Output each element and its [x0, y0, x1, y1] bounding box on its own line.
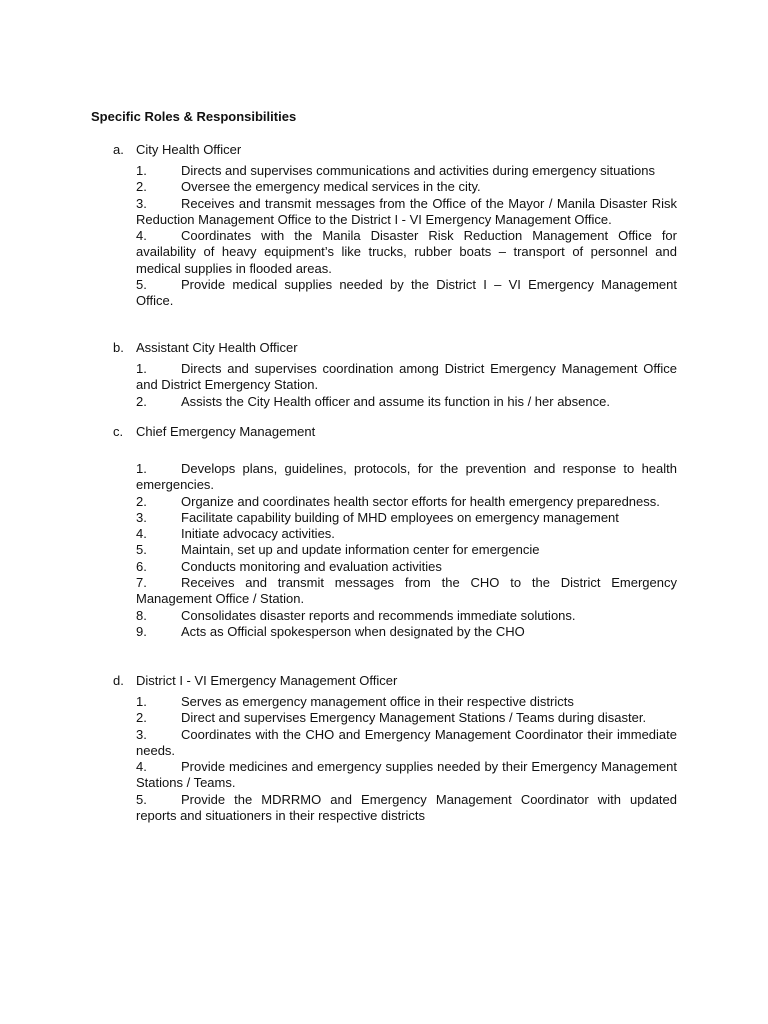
item-number: 9. [136, 623, 147, 639]
list-item [136, 710, 677, 726]
item-text: Consolidates disaster reports and recommends immediate solutions. [181, 607, 576, 623]
list-item [136, 510, 677, 526]
list-item [136, 792, 677, 825]
section-title: Assistant City Health Officer [136, 340, 298, 355]
item-number: 4. [136, 228, 147, 244]
section-letter: a. [113, 142, 124, 157]
item-number: 2. [136, 493, 147, 509]
section-letter: b. [113, 340, 124, 355]
section-d [0, 673, 768, 824]
item-number: 5. [136, 542, 147, 558]
item-text: Coordinates with the Manila Disaster Risk Reduction Management Office for availability of heavy equipment’s like trucks, rubber boats – transport of personnel and medical supplies in flooded areas. [136, 228, 677, 276]
section-c [0, 424, 768, 640]
item-text: Directs and supervises coordination among District Emergency Management Office and District Emergency Station. [136, 361, 677, 393]
item-text: Directs and supervises communications and activities during emergency situations [181, 163, 655, 178]
item-number: 7. [136, 575, 147, 591]
list-item [136, 361, 677, 394]
item-number: 4. [136, 526, 147, 542]
section-items [136, 461, 677, 640]
list-item [136, 526, 677, 542]
item-number: 3. [136, 195, 147, 211]
item-text: Facilitate capability building of MHD employees on emergency management [181, 509, 619, 525]
item-text: Provide medical supplies needed by the District I – VI Emergency Management Office. [136, 277, 677, 309]
item-text: Maintain, set up and update information center for emergencie [181, 542, 540, 558]
list-item [136, 559, 677, 575]
list-item [136, 394, 677, 410]
item-number: 1. [136, 694, 147, 709]
section-heading [0, 340, 768, 356]
document-title: Specific Roles & Responsibilities [91, 109, 297, 124]
item-text: Organize and coordinates health sector efforts for health emergency preparedness. [181, 493, 660, 509]
list-item [136, 759, 677, 792]
list-item [136, 727, 677, 760]
item-text: Conducts monitoring and evaluation activities [181, 558, 442, 574]
section-heading [0, 673, 768, 689]
list-item [136, 228, 677, 277]
list-item [136, 179, 677, 195]
item-number: 5. [136, 277, 147, 293]
item-text: Develops plans, guidelines, protocols, for the prevention and response to health emergencies. [136, 461, 677, 493]
section-items [136, 361, 677, 410]
item-number: 2. [136, 393, 147, 409]
list-item [136, 494, 677, 510]
item-text: Oversee the emergency medical services in the city. [181, 179, 481, 195]
section-a [0, 142, 768, 310]
section-title: City Health Officer [136, 142, 242, 157]
list-item [136, 624, 677, 640]
section-title: Chief Emergency Management [136, 424, 316, 439]
section-heading [0, 142, 768, 158]
list-item [136, 575, 677, 608]
section-title: District I - VI Emergency Management Officer [136, 673, 398, 688]
item-number: 2. [136, 179, 147, 195]
item-text: Receives and transmit messages from the CHO to the District Emergency Management Office / Station. [136, 575, 677, 607]
item-number: 1. [136, 163, 147, 178]
item-number: 6. [136, 558, 147, 574]
item-text: Acts as Official spokesperson when designated by the CHO [181, 623, 525, 639]
section-items [136, 163, 677, 310]
item-number: 2. [136, 710, 147, 726]
item-text: Provide medicines and emergency supplies needed by their Emergency Management Stations / Teams. [136, 759, 677, 791]
section-heading [0, 424, 768, 440]
item-number: 4. [136, 759, 147, 775]
item-number: 8. [136, 607, 147, 623]
section-b [0, 340, 768, 410]
list-item [136, 277, 677, 310]
section-letter: d. [113, 673, 124, 688]
section-items [136, 694, 677, 824]
section-letter: c. [113, 424, 124, 439]
item-number: 1. [136, 461, 147, 476]
item-number: 3. [136, 509, 147, 525]
list-item [136, 461, 677, 494]
item-text: Provide the MDRRMO and Emergency Management Coordinator with updated reports and situationers in their respective districts [136, 791, 677, 824]
item-text: Initiate advocacy activities. [181, 526, 335, 542]
list-item [136, 542, 677, 558]
list-item [136, 196, 677, 229]
item-text: Receives and transmit messages from the Office of the Mayor / Manila Disaster Risk Reduction Management Office to the District I - VI Emergency Management Office. [136, 195, 677, 227]
list-item [136, 608, 677, 624]
list-item [136, 163, 677, 179]
item-number: 3. [136, 726, 147, 742]
item-number: 1. [136, 361, 147, 376]
list-item [136, 694, 677, 710]
item-number: 5. [136, 791, 147, 807]
item-text: Serves as emergency management office in their respective districts [181, 694, 574, 709]
item-text: Assists the City Health officer and assume its function in his / her absence. [181, 393, 610, 409]
item-text: Direct and supervises Emergency Management Stations / Teams during disaster. [181, 710, 647, 726]
item-text: Coordinates with the CHO and Emergency Management Coordinator their immediate needs. [136, 726, 677, 758]
